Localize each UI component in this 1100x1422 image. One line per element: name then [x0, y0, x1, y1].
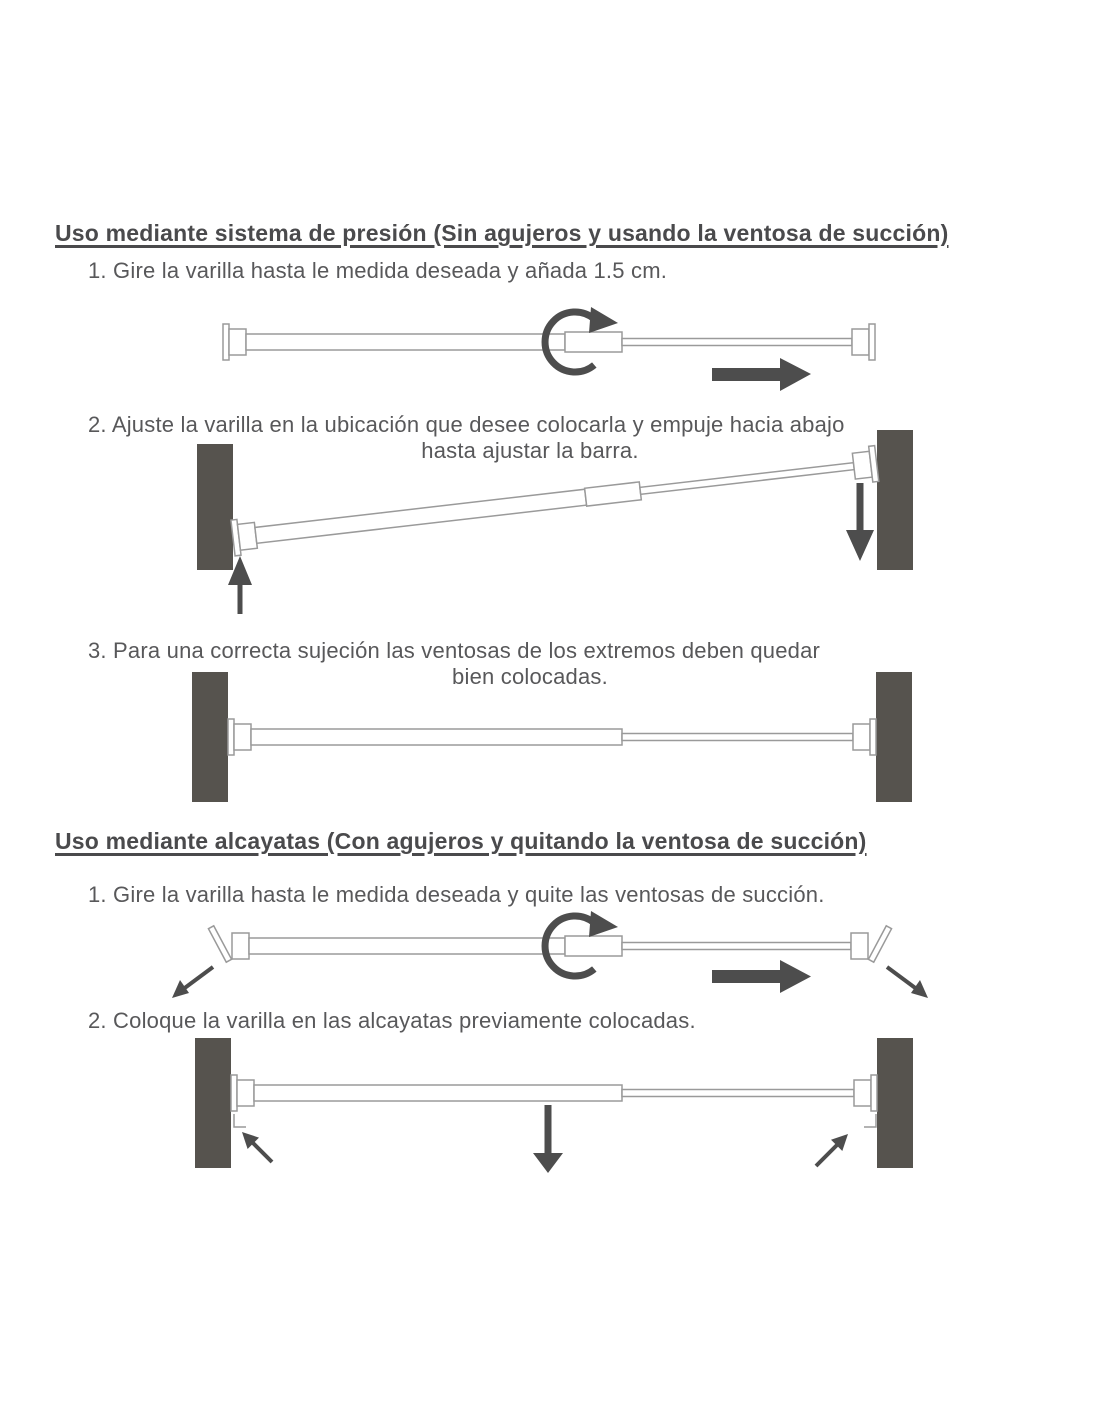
diagram-rotate-extend-rod	[0, 296, 1100, 411]
rod-inner-tube	[640, 463, 854, 495]
rod-end-cap	[854, 1080, 871, 1106]
hooks-step-2-text: 2. Coloque la varilla en las alcayatas previamente colocadas.	[88, 1008, 696, 1033]
rod-end-cap	[852, 329, 869, 355]
rod-inner-tube	[622, 339, 852, 346]
rod-inner-tube	[622, 734, 853, 741]
suction-cup-detached	[868, 926, 891, 962]
rod-end-cap	[229, 329, 246, 355]
telescopic-rod	[231, 446, 879, 556]
suction-cup	[223, 324, 229, 360]
remove-suction-arrow-icon	[172, 967, 213, 998]
diagram-rotate-remove-suction	[0, 900, 1100, 1015]
wall-hook-icon	[234, 1114, 246, 1127]
rod-end-cap	[237, 522, 257, 550]
suction-cup	[231, 1075, 237, 1111]
diagram-rod-installed	[0, 660, 1100, 810]
place-on-hook-arrow-icon	[242, 1132, 272, 1162]
rod-outer-tube	[254, 1085, 622, 1101]
wall-right	[876, 672, 912, 802]
remove-suction-arrow-icon	[887, 967, 928, 998]
diagram-rod-on-hooks	[0, 1030, 1100, 1190]
rod-collar	[565, 332, 622, 352]
section-pressure-heading: Uso mediante sistema de presión (Sin agujeros y usando la ventosa de succión)	[55, 220, 949, 246]
rod-inner-tube	[622, 1090, 854, 1097]
pressure-step-2-text-line2: hasta ajustar la barra.	[421, 438, 639, 463]
pressure-step-2-text-line1: 2. Ajuste la varilla en la ubicación que desee colocarla y empuje hacia abajo	[88, 412, 845, 437]
lower-rod-arrow-icon	[533, 1105, 563, 1173]
rod-outer-tube	[246, 334, 565, 350]
rod-outer-tube	[251, 729, 622, 745]
rod-collar	[565, 936, 622, 956]
hooks-step-1-text: 1. Gire la varilla hasta le medida deseada y quite las ventosas de succión.	[88, 882, 825, 907]
extend-arrow-icon	[712, 960, 811, 993]
suction-cup	[871, 1075, 877, 1111]
wall-right	[877, 1038, 913, 1168]
rod-inner-tube	[622, 943, 851, 950]
suction-cup	[869, 324, 875, 360]
suction-cup-detached	[208, 926, 231, 962]
push-down-arrow-icon	[846, 483, 874, 561]
rod-outer-tube	[249, 938, 565, 954]
rod-end-cap	[234, 724, 251, 750]
wall-right	[877, 430, 913, 570]
section-hooks-heading: Uso mediante alcayatas (Con agujeros y quitando la ventosa de succión)	[55, 828, 867, 854]
suction-cup	[228, 719, 234, 755]
rod-outer-tube	[255, 489, 587, 543]
rod-end-cap	[232, 933, 249, 959]
rod-collar	[585, 482, 642, 506]
pressure-step-3-text-line1: 3. Para una correcta sujeción las ventosas de los extremos deben quedar	[88, 638, 821, 663]
rod-end-cap	[853, 724, 870, 750]
wall-left	[197, 444, 233, 570]
telescopic-rod	[231, 1075, 877, 1111]
rod-end-cap	[237, 1080, 254, 1106]
telescopic-rod	[228, 719, 876, 755]
extend-arrow-icon	[712, 358, 811, 391]
rod-end-cap	[851, 933, 868, 959]
wall-left	[195, 1038, 231, 1168]
suction-cup	[870, 719, 876, 755]
wall-left	[192, 672, 228, 802]
pressure-step-3-text-line2: bien colocadas.	[452, 664, 608, 689]
diagram-position-rod	[0, 428, 1100, 620]
wall-hook-icon	[864, 1114, 876, 1127]
place-on-hook-arrow-icon	[816, 1134, 848, 1166]
pressure-step-1-text: 1. Gire la varilla hasta le medida deseada y añada 1.5 cm.	[88, 258, 668, 283]
